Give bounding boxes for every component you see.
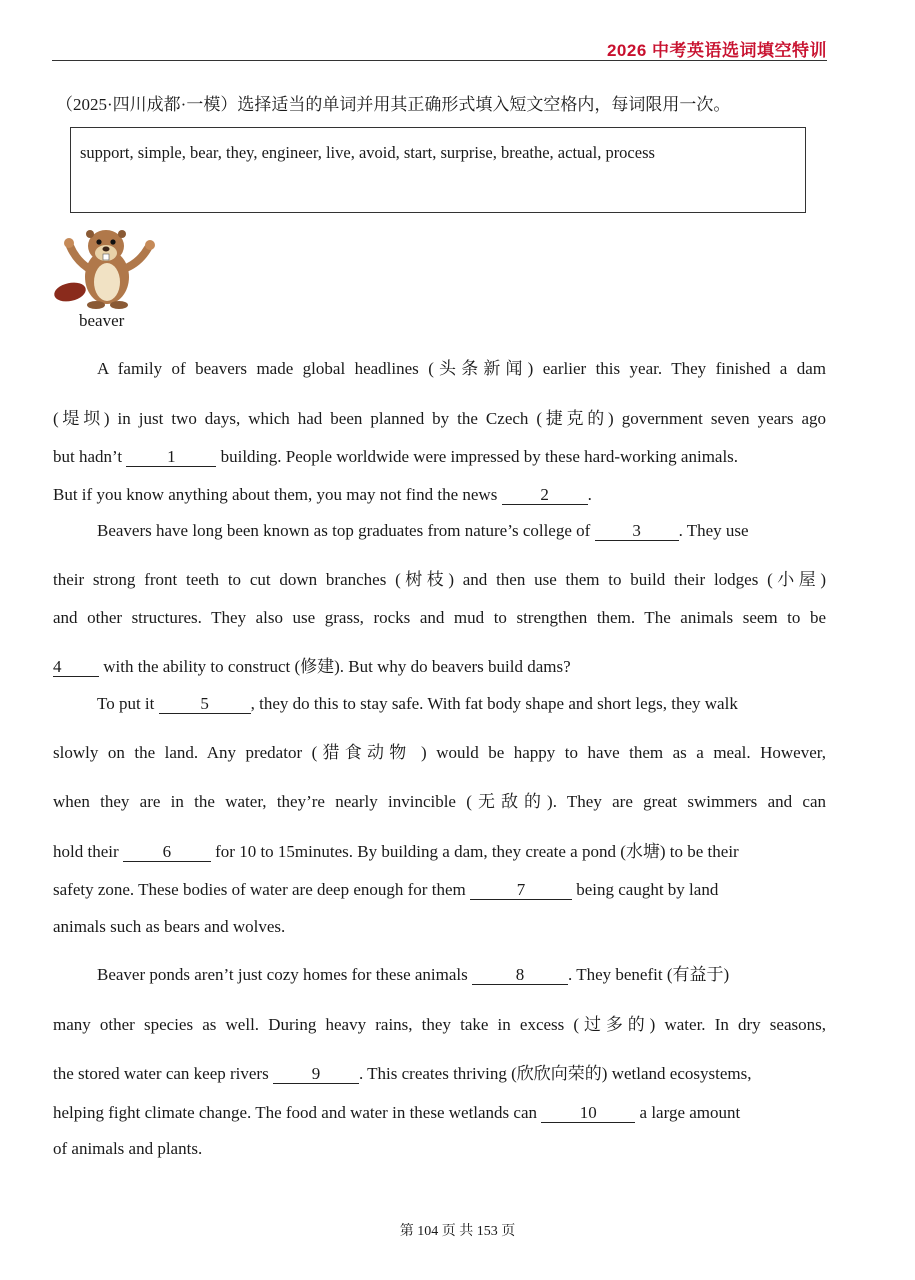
page-header-title: 2026 中考英语选词填空特训: [606, 41, 827, 60]
passage-line-15: Beaver ponds aren’t just cozy homes for these animals 8 . They benefit (有益于): [97, 965, 730, 984]
passage-line-8: 4 with the ability to construct (修建). But why do beavers build dams?: [53, 657, 571, 676]
blank-1[interactable]: 1: [126, 448, 216, 467]
passage-line-1: A family of beavers made global headlines (头条新闻) earlier this year. They finished a dam: [97, 359, 826, 378]
blank-7[interactable]: 7: [470, 881, 572, 900]
blank-8[interactable]: 8: [472, 966, 568, 985]
image-caption: beaver: [79, 311, 125, 330]
beaver-illustration: [52, 222, 164, 312]
passage-line-9: To put it 5 , they do this to stay safe. With fat body shape and short legs, they walk: [97, 694, 738, 713]
passage-line-14: animals such as bears and wolves.: [53, 917, 286, 936]
passage-line-3: but hadn’t 1 building. People worldwide were impressed by these hard-working animals.: [53, 447, 739, 466]
blank-9[interactable]: 9: [273, 1065, 359, 1084]
word-bank-box: [70, 127, 806, 213]
blank-5[interactable]: 5: [159, 695, 251, 714]
passage-line-4: But if you know anything about them, you may not find the news 2 .: [53, 485, 592, 504]
page-number-footer: 第 104 页 共 153 页: [399, 1224, 516, 1239]
passage-line-12: hold their 6 for 10 to 15minutes. By building a dam, they create a pond (水塘) to be their: [53, 842, 739, 861]
passage-line-2: (堤坝) in just two days, which had been planned by the Czech (捷克的) government seven years ago: [53, 409, 826, 428]
word-bank-text: support, simple, bear, they, engineer, live, avoid, start, surprise, breathe, actual, process: [80, 143, 655, 162]
blank-3[interactable]: 3: [595, 522, 679, 541]
passage-line-16: many other species as well. During heavy rains, they take in excess (过多的) water. In dry seasons,: [53, 1015, 826, 1034]
passage-line-11: when they are in the water, they’re nearly invincible (无敌的). They are great swimmers and can: [53, 792, 826, 811]
passage-line-13: safety zone. These bodies of water are deep enough for them 7 being caught by land: [53, 880, 719, 899]
passage-line-19: of animals and plants.: [53, 1139, 203, 1158]
passage-line-5: Beavers have long been known as top graduates from nature’s college of 3 . They use: [97, 521, 749, 540]
passage-line-6: their strong front teeth to cut down branches (树枝) and then use them to build their lodges (小屋): [53, 570, 826, 589]
passage-line-10: slowly on the land. Any predator (猎食动物 ) would be happy to have them as a meal. However,: [53, 743, 826, 762]
passage-line-17: the stored water can keep rivers 9 . This creates thriving (欣欣向荣的) wetland ecosystems,: [53, 1064, 752, 1083]
passage-line-18: helping fight climate change. The food and water in these wetlands can 10 a large amount: [53, 1103, 741, 1122]
blank-4[interactable]: 4: [53, 658, 99, 677]
blank-2[interactable]: 2: [502, 486, 588, 505]
blank-6[interactable]: 6: [123, 843, 211, 862]
header-divider: [52, 60, 827, 61]
passage-line-7: and other structures. They also use grass, rocks and mud to strengthen them. The animals seem to be: [53, 608, 826, 627]
exercise-instruction: （2025·四川成都·一模）选择适当的单词并用其正确形式填入短文空格内，每词限用一次。: [56, 95, 731, 114]
blank-10[interactable]: 10: [541, 1104, 635, 1123]
